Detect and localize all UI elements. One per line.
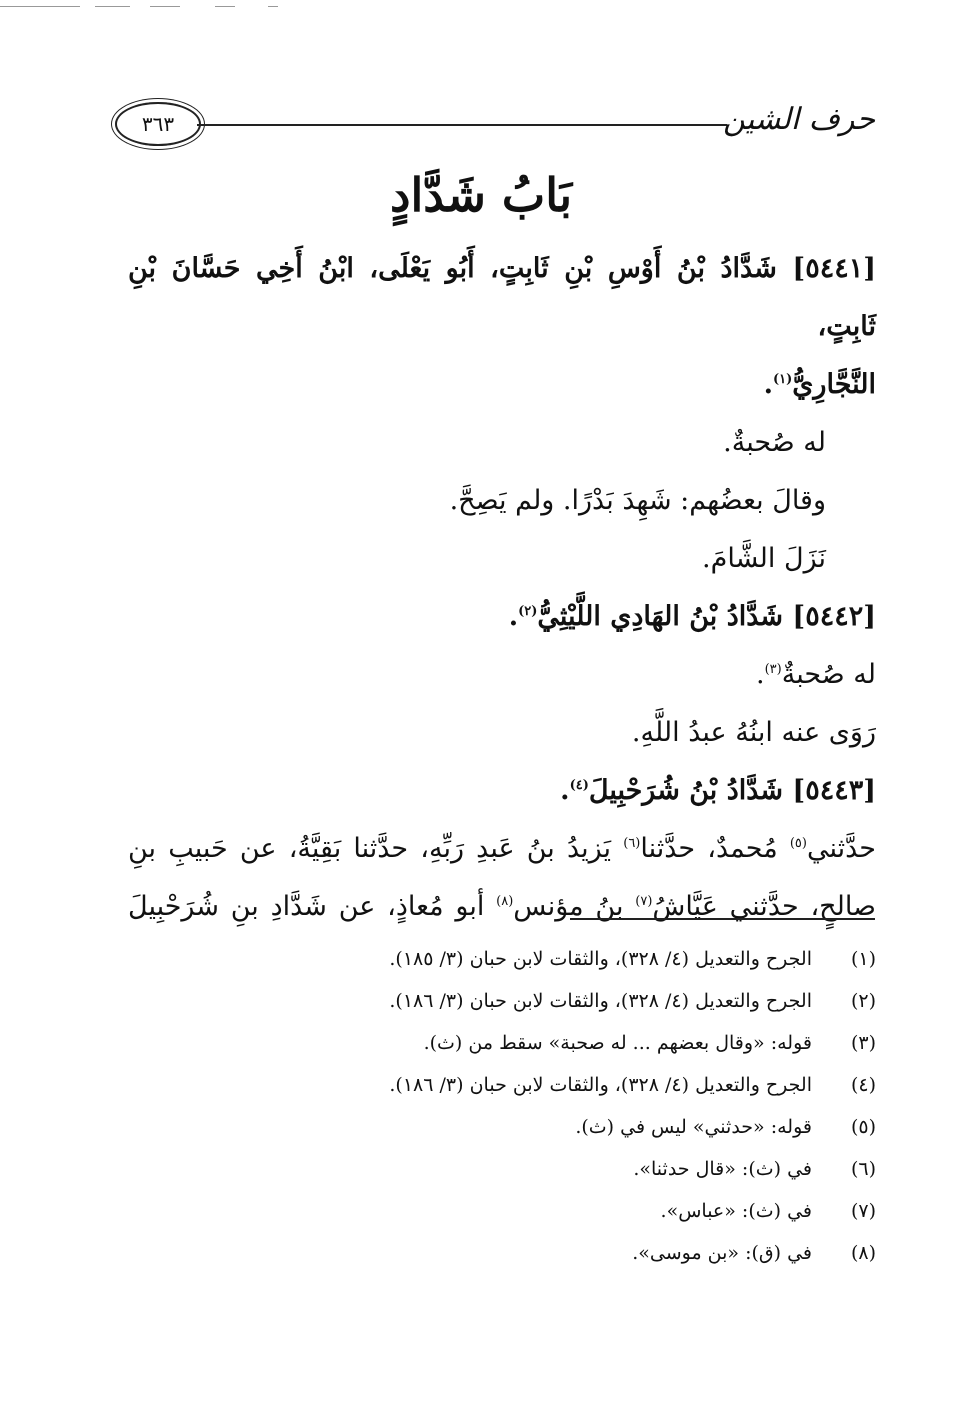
footnote: [200, 1106, 876, 1148]
footnote-ref-5: (٥): [789, 836, 807, 851]
header-rule: [197, 124, 727, 126]
entry-5442-paragraph-2: رَوَى عنه ابنُهُ عبدُ اللَّهِ.: [631, 717, 876, 748]
footnote-number: (٨): [850, 1242, 876, 1264]
page-header: [115, 100, 875, 160]
entry-5441-nisba: النَّجَّارِيُّ: [792, 369, 876, 400]
footnote-number: (٧): [850, 1200, 876, 1222]
footnote-text: الجرح والتعديل (٤/ ٣٢٨)، والثقات لابن حبان (٣/ ١٨٥).: [389, 948, 812, 970]
page-number: ٣٦٣: [115, 102, 201, 146]
footnote: [200, 980, 876, 1022]
entry-5443-isnad-line1: [128, 820, 876, 878]
entry-5441-paragraph-2: وقالَ بعضُهم: شَهِدَ بَدْرًا. ولم يَصِحَّ.: [449, 485, 826, 516]
footnote-number: (٥): [850, 1116, 876, 1138]
footnote-number: (٣): [850, 1032, 876, 1054]
footnote-text: في (ث): «قال حدثنا».: [633, 1158, 812, 1180]
footnote: [200, 1148, 876, 1190]
running-head: حرف الشين: [723, 102, 875, 137]
entry-5441-line2-end: .: [763, 369, 773, 400]
isnad-text: بنُ مؤنس: [513, 891, 636, 922]
entry-5443-head: [128, 762, 876, 820]
footnote-text: في (ث): «عباس».: [660, 1200, 812, 1222]
footnote-text: قوله: «وقال بعضهم ... له صحبة» سقط من (ث).: [423, 1032, 812, 1054]
entry-5442-paragraph-1: [128, 646, 876, 704]
scan-artifact-marks: [0, 6, 300, 10]
entry-5443-name: [٥٤٤٣] شَدَّادُ بْنُ شُرَحْبِيلَ: [588, 775, 876, 806]
footnote-text: قوله: «حدثني» ليس في (ث).: [575, 1116, 812, 1138]
footnotes: [200, 938, 876, 1274]
footnote-separator: [570, 918, 875, 920]
footnote: [200, 1064, 876, 1106]
entry-5442-head-end: .: [508, 601, 519, 632]
footnote-text: في (ق): «بن موسى».: [632, 1242, 812, 1264]
entry-5443-isnad-line2: [128, 878, 876, 936]
main-text: [128, 240, 876, 936]
entry-5441-line1: [٥٤٤١] شَدَّادُ بْنُ أَوْسِ بْنِ ثَابِتٍ، أَبُو يَعْلَى، ابْنُ أَخِي حَسَّانَ بْنِ ثَابِتٍ،: [128, 253, 876, 342]
footnote: [200, 1190, 876, 1232]
footnote-ref-8: (٨): [496, 894, 514, 909]
isnad-text: أبو مُعاذٍ، عن شَدَّادِ بنِ شُرَحْبِيلَ: [128, 891, 497, 922]
footnote-number: (٤): [850, 1074, 876, 1096]
chapter-title: بَابُ شَدَّادٍ: [389, 168, 573, 222]
footnote-ref-3: (٣): [764, 662, 782, 677]
isnad-text: مُحمدٌ، حدَّثنا: [640, 833, 790, 864]
entry-5442-p1-text: له صُحبةٌ: [781, 659, 876, 690]
entry-5443-head-end: .: [560, 775, 570, 806]
isnad-text: صالحٍ، حدَّثني عَيَّاشُ: [652, 891, 876, 922]
entry-5442-head: [128, 588, 876, 646]
entry-5442-name: [٥٤٤٢] شَدَّادُ بْنُ الهَادِي اللَّيْثِيُّ: [537, 601, 876, 632]
footnote-text: الجرح والتعديل (٤/ ٣٢٨)، والثقات لابن حبان (٣/ ١٨٦).: [389, 990, 812, 1012]
isnad-text: يَزيدُ بنُ عَبدِ رَبِّهِ، حدَّثنا بَقِيَّةُ، عن حَبيبِ بنِ: [128, 833, 624, 864]
footnote-ref-6: (٦): [623, 836, 641, 851]
footnote-ref-7: (٧): [635, 894, 653, 909]
entry-5441-paragraph-1: له صُحبةٌ.: [723, 427, 826, 458]
entry-5442-p1-end: .: [756, 659, 765, 690]
footnote-number: (٦): [850, 1158, 876, 1180]
footnote-text: الجرح والتعديل (٤/ ٣٢٨)، والثقات لابن حبان (٣/ ١٨٦).: [389, 1074, 812, 1096]
footnote-number: (١): [850, 948, 876, 970]
entry-5441-line2: [128, 356, 876, 414]
entry-5441-paragraph-3: نَزَلَ الشَّامَ.: [702, 543, 826, 574]
footnote: [200, 938, 876, 980]
footnote-ref-4: (٤): [569, 778, 589, 793]
footnote-ref-1: (١): [773, 372, 793, 387]
footnote: [200, 1022, 876, 1064]
footnote-number: (٢): [850, 990, 876, 1012]
footnote: [200, 1232, 876, 1274]
isnad-text: حدَّثني: [806, 833, 876, 864]
footnote-ref-2: (٢): [518, 604, 538, 619]
